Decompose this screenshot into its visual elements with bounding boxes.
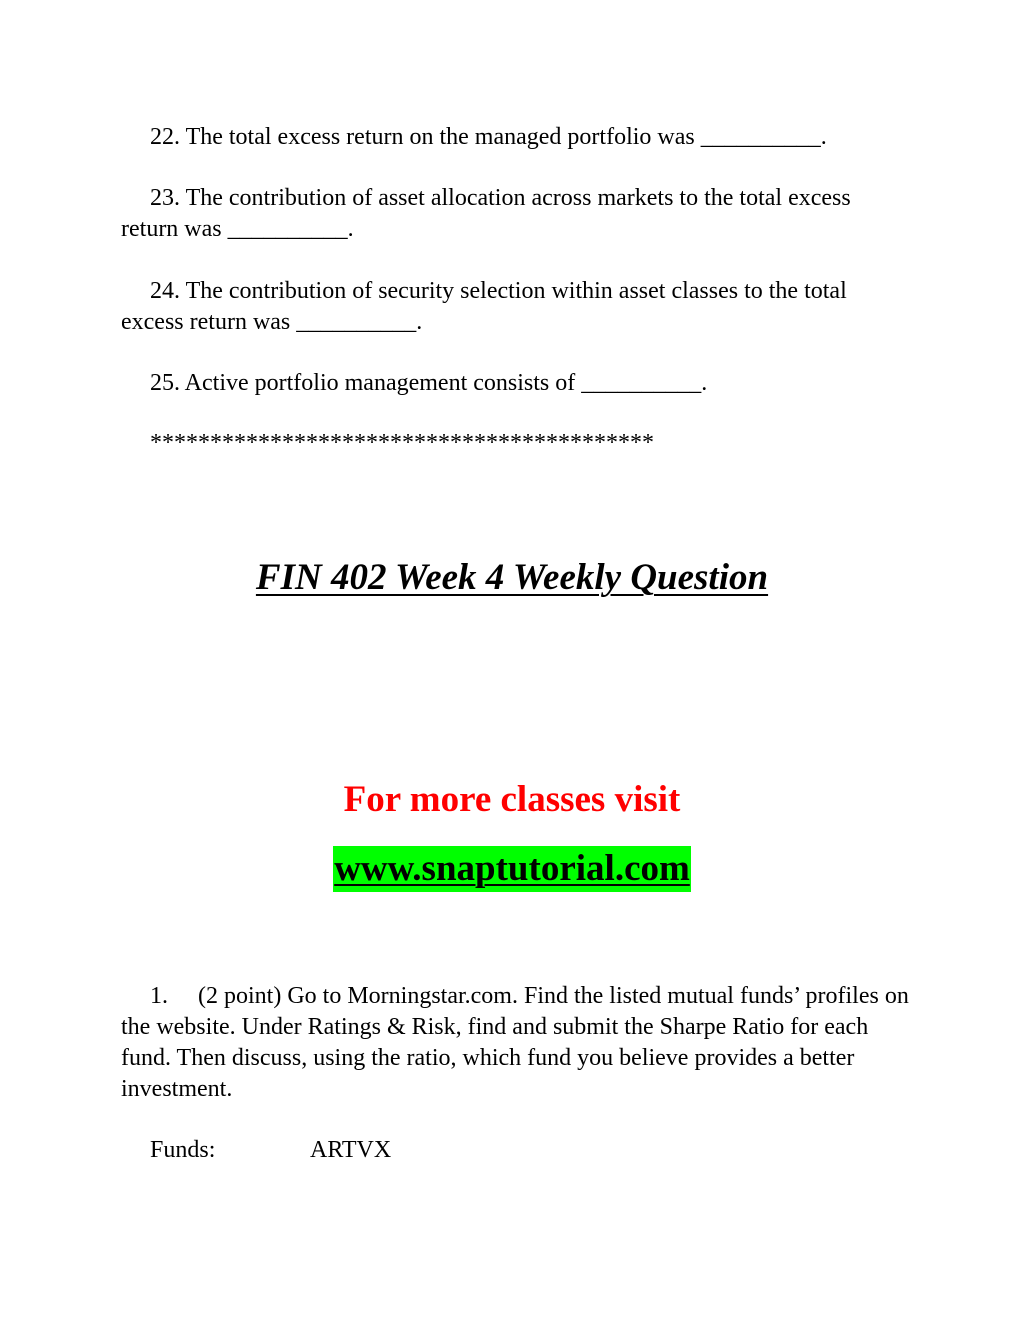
snaptutorial-link[interactable]: www.snaptutorial.com — [333, 846, 691, 892]
funds-row — [150, 1135, 391, 1166]
question-23: 23. The contribution of asset allocation across markets to the total excess return was __________. — [121, 185, 857, 242]
promo-link-wrap — [0, 846, 1024, 892]
funds-value: ARTVX — [310, 1137, 392, 1163]
funds-label: Funds: — [150, 1137, 216, 1163]
page-heading: FIN 402 Week 4 Weekly Question — [255, 557, 769, 598]
assignment-item-1: 1. (2 point) Go to Morningstar.com. Find the listed mutual funds’ profiles on the website. Under Ratings & Risk, find and submit the Sharpe Ratio for each fund. Then discuss, using the ratio, which fund you believe provides a better investment. — [121, 983, 915, 1102]
promo-text: For more classes visit — [343, 779, 681, 820]
question-24: 24. The contribution of security selection within asset classes to the total excess return was __________. — [121, 278, 853, 335]
separator-line: ****************************************** — [150, 430, 654, 456]
question-22: 22. The total excess return on the managed portfolio was __________. — [150, 124, 827, 150]
question-25: 25. Active portfolio management consists of __________. — [150, 370, 708, 396]
